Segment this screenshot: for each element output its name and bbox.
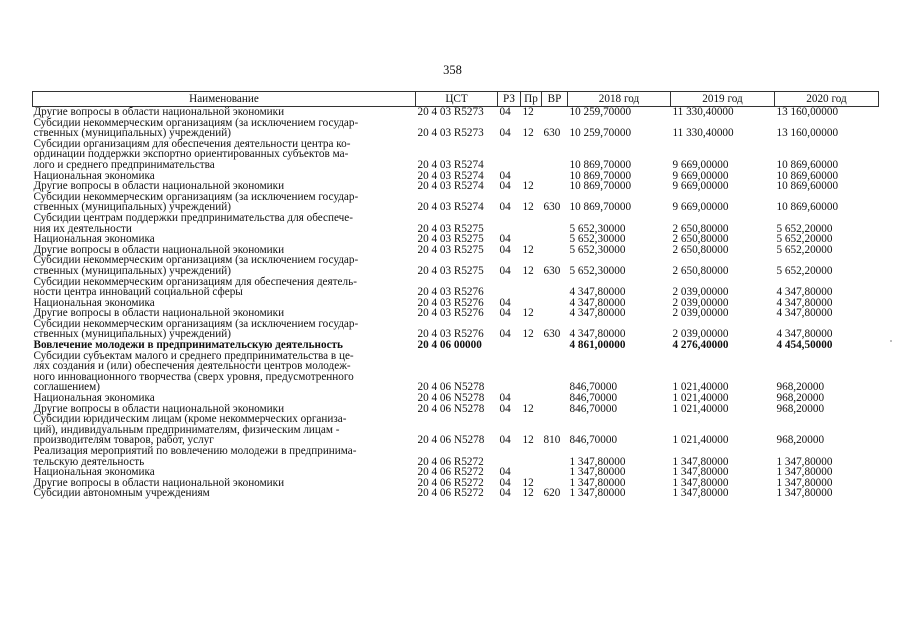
row-rz: 04 [499, 434, 511, 447]
row-name-line: Субсидии некоммерческим организациям (за исключением государ- [33, 116, 359, 129]
header-name: Наименование [33, 92, 416, 107]
row-cst: 20 4 03 R5275 [417, 233, 484, 246]
budget-table [32, 91, 879, 499]
row-vr: 630 [543, 264, 561, 277]
row-pr: 12 [522, 264, 534, 277]
row-pr: 12 [522, 402, 534, 415]
header-vr: ВР [542, 92, 568, 107]
row-vr: 630 [543, 201, 561, 214]
row-2019: 1 347,80000 [672, 466, 729, 479]
row-name-line: Национальная экономика [33, 233, 155, 246]
header-2019: 2019 год [671, 92, 775, 107]
table-row [33, 351, 879, 393]
row-rz: 04 [499, 466, 511, 479]
row-rz: 04 [499, 402, 511, 415]
row-name [33, 255, 416, 276]
row-2019: 11 330,40000 [672, 106, 734, 118]
row-2019: 2 650,80000 [672, 222, 729, 235]
row-pr [521, 139, 542, 171]
row-rz: 04 [499, 476, 511, 489]
row-name-line: Другие вопросы в области национальной экономики [33, 106, 285, 118]
row-2018: 10 869,70000 [569, 180, 632, 193]
row-2018: 10 869,70000 [569, 169, 632, 182]
row-rz: 04 [499, 127, 511, 140]
row-name [33, 213, 416, 234]
row-2018: 10 869,70000 [569, 201, 632, 214]
table-row [33, 446, 879, 467]
row-name [33, 277, 416, 298]
row-cst: 20 4 03 R5274 [417, 201, 484, 214]
row-vr [542, 446, 568, 467]
row-cst: 20 4 06 R5272 [417, 455, 484, 468]
stray-mark [890, 340, 892, 342]
row-name-line: Национальная экономика [33, 296, 155, 309]
row-name [33, 107, 416, 118]
row-2020: 1 347,80000 [776, 466, 833, 479]
table-row [33, 107, 879, 118]
row-name [33, 351, 416, 393]
row-2020: 10 869,60000 [776, 180, 839, 193]
table-row [33, 277, 879, 298]
row-name-line: ций), индивидуальным предпринимателям, физическим лицам - [33, 423, 340, 436]
row-2018: 4 347,80000 [569, 286, 626, 299]
row-2019: 2 650,80000 [672, 243, 729, 256]
row-name-line: ординации поддержки экспортно ориентированных субъектов ма- [33, 148, 349, 161]
row-name [33, 139, 416, 171]
row-name-line: Субсидии субъектам малого и среднего предпринимательства в це- [33, 349, 354, 362]
row-cst: 20 4 03 R5273 [417, 106, 484, 118]
row-vr [542, 351, 568, 393]
row-name-line: Субсидии некоммерческим организациям (за исключением государ- [33, 254, 359, 267]
row-2019: 4 276,40000 [672, 339, 729, 352]
row-2018: 5 652,30000 [569, 243, 626, 256]
row-name-line: Субсидии некоммерческим организациям для обеспечения деятель- [33, 275, 357, 288]
row-cst: 20 4 06 R5272 [417, 466, 484, 479]
row-name-line: лях создания и (или) обеспечения деятельности центров молодеж- [33, 360, 351, 373]
row-2018: 4 347,80000 [569, 296, 626, 309]
row-name [33, 319, 416, 340]
row-pr: 12 [522, 487, 534, 500]
row-2019: 9 669,00000 [672, 180, 729, 193]
row-2019: 9 669,00000 [672, 201, 729, 214]
row-2020: 4 454,50000 [776, 339, 833, 352]
row-cst: 20 4 03 R5275 [417, 264, 484, 277]
row-name-line: Другие вопросы в области национальной экономики [33, 180, 285, 193]
table-row [33, 139, 879, 171]
row-name-line: Другие вопросы в области национальной экономики [33, 402, 285, 415]
row-name-line: Национальная экономика [33, 392, 155, 405]
row-vr [542, 171, 568, 182]
row-2018: 4 861,00000 [569, 339, 626, 352]
row-2020: 968,20000 [776, 402, 825, 415]
row-2018: 4 347,80000 [569, 328, 626, 341]
row-rz: 04 [499, 106, 511, 118]
row-2018: 846,70000 [569, 381, 618, 394]
row-pr [521, 351, 542, 393]
row-2019: 1 021,40000 [672, 392, 729, 405]
row-2019: 1 021,40000 [672, 434, 729, 447]
row-name-line: Реализация мероприятий по вовлечению молодежи в предпринима- [33, 445, 357, 457]
row-2018: 1 347,80000 [569, 466, 626, 479]
row-2020: 968,20000 [776, 434, 825, 447]
row-2020: 4 347,80000 [776, 328, 833, 341]
table-row [33, 488, 879, 499]
row-name-line: Субсидии некоммерческим организациям (за исключением государ- [33, 190, 359, 203]
row-2019: 11 330,40000 [672, 127, 734, 140]
row-rz [498, 446, 521, 467]
row-cst: 20 4 03 R5275 [417, 243, 484, 256]
row-rz [498, 213, 521, 234]
row-vr: 630 [543, 328, 561, 341]
row-name-line: Другие вопросы в области национальной экономики [33, 243, 285, 256]
row-2018: 1 347,80000 [569, 476, 626, 489]
row-name-line: производителям товаров, работ, услуг [33, 434, 214, 447]
row-2020: 10 869,60000 [776, 201, 839, 214]
row-rz: 04 [499, 264, 511, 277]
row-cst: 20 4 03 R5276 [417, 296, 484, 309]
table-body [33, 107, 879, 499]
row-pr: 12 [522, 243, 534, 256]
row-pr [521, 213, 542, 234]
row-cst: 20 4 03 R5276 [417, 328, 484, 341]
row-name [33, 118, 416, 139]
row-rz: 04 [499, 169, 511, 182]
row-name-line: Национальная экономика [33, 169, 155, 182]
table-row [33, 255, 879, 276]
row-name-line: ственных (муниципальных) учреждений) [33, 201, 231, 214]
table-row [33, 213, 879, 234]
row-pr: 12 [522, 434, 534, 447]
row-rz: 04 [499, 296, 511, 309]
row-2020: 10 869,60000 [776, 169, 839, 182]
page-number: 358 [443, 63, 462, 77]
row-name-line: тельскую деятельность [33, 455, 145, 468]
row-name-line: Субсидии юридическим лицам (кроме некоммерческих организа- [33, 413, 347, 426]
row-2018: 10 869,70000 [569, 158, 632, 171]
row-2020: 13 160,00000 [776, 106, 839, 118]
header-pr: Пр [521, 92, 542, 107]
row-name-line: лого и среднего предпринимательства [33, 158, 215, 171]
table-row [33, 414, 879, 446]
row-pr: 12 [522, 476, 534, 489]
row-name-line: ственных (муниципальных) учреждений) [33, 328, 231, 341]
row-name [33, 488, 416, 499]
row-rz: 04 [499, 201, 511, 214]
row-name-line: Субсидии некоммерческим организациям (за исключением государ- [33, 317, 359, 330]
row-vr: 630 [543, 127, 561, 140]
row-vr [542, 298, 568, 309]
row-2019: 1 347,80000 [672, 476, 729, 489]
row-rz: 04 [499, 307, 511, 320]
row-2019: 2 039,00000 [672, 307, 729, 320]
header-2018: 2018 год [568, 92, 671, 107]
row-name [33, 446, 416, 467]
row-name-line: Другие вопросы в области национальной экономики [33, 307, 285, 320]
row-2020: 968,20000 [776, 381, 825, 394]
row-pr: 12 [522, 201, 534, 214]
row-cst: 20 4 06 N5278 [417, 434, 485, 447]
row-vr [542, 213, 568, 234]
row-pr: 12 [522, 180, 534, 193]
row-cst: 20 4 03 R5276 [417, 286, 484, 299]
row-name-line: ственных (муниципальных) учреждений) [33, 264, 231, 277]
row-2020: 10 869,60000 [776, 158, 839, 171]
row-name [33, 414, 416, 446]
row-pr: 12 [522, 106, 534, 118]
table-row [33, 319, 879, 340]
row-name-line: Субсидии организациям для обеспечения деятельности центра ко- [33, 137, 351, 150]
row-vr: 620 [543, 487, 561, 500]
row-rz: 04 [499, 233, 511, 246]
row-rz: 04 [499, 328, 511, 341]
row-pr [521, 446, 542, 467]
row-pr: 12 [522, 307, 534, 320]
row-vr [542, 467, 568, 478]
row-2020: 13 160,00000 [776, 127, 839, 140]
row-2020: 5 652,20000 [776, 264, 833, 277]
row-vr [542, 277, 568, 298]
header-rz: РЗ [498, 92, 521, 107]
row-name-line: ственных (муниципальных) учреждений) [33, 127, 231, 140]
row-pr: 12 [522, 328, 534, 341]
row-2018: 1 347,80000 [569, 487, 626, 500]
row-cst: 20 4 03 R5274 [417, 158, 484, 171]
row-2018: 4 347,80000 [569, 307, 626, 320]
row-rz: 04 [499, 243, 511, 256]
row-2019: 1 347,80000 [672, 455, 729, 468]
row-vr [542, 245, 568, 256]
row-vr [542, 393, 568, 404]
row-vr [542, 340, 568, 351]
row-2018: 846,70000 [569, 402, 618, 415]
row-cst: 20 4 06 N5278 [417, 392, 485, 405]
row-name-line: Субсидии центрам поддержки предпринимательства для обеспече- [33, 211, 353, 224]
row-2019: 9 669,00000 [672, 158, 729, 171]
row-cst: 20 4 06 R5272 [417, 476, 484, 489]
row-2018: 5 652,30000 [569, 264, 626, 277]
row-rz: 04 [499, 487, 511, 500]
row-pr: 12 [522, 127, 534, 140]
row-name-line: ности центра инноваций социальной сферы [33, 286, 243, 299]
row-2018: 846,70000 [569, 434, 618, 447]
row-2018: 10 259,70000 [569, 106, 632, 118]
row-2018: 1 347,80000 [569, 455, 626, 468]
row-vr [542, 308, 568, 319]
row-name-line: Другие вопросы в области национальной экономики [33, 476, 285, 489]
row-2020: 1 347,80000 [776, 455, 833, 468]
row-cst: 20 4 03 R5274 [417, 169, 484, 182]
row-2019: 1 021,40000 [672, 402, 729, 415]
table-row [33, 192, 879, 213]
row-2020: 4 347,80000 [776, 286, 833, 299]
header-cst: ЦСТ [416, 92, 498, 107]
row-2018: 846,70000 [569, 392, 618, 405]
row-2019: 1 347,80000 [672, 487, 729, 500]
table-row [33, 118, 879, 139]
row-vr [542, 404, 568, 415]
row-2019: 2 039,00000 [672, 296, 729, 309]
row-2018: 5 652,30000 [569, 222, 626, 235]
row-vr [542, 181, 568, 192]
row-rz [498, 351, 521, 393]
row-cst: 20 4 06 N5278 [417, 381, 485, 394]
row-vr [542, 139, 568, 171]
row-cst: 20 4 03 R5275 [417, 222, 484, 235]
row-name-line: ния их деятельности [33, 222, 132, 235]
row-2020: 4 347,80000 [776, 296, 833, 309]
row-cst: 20 4 03 R5273 [417, 127, 484, 140]
row-2019: 2 039,00000 [672, 286, 729, 299]
row-name-line: ного инновационного творчества (сверх уровня, предусмотренного [33, 370, 354, 383]
row-2020: 5 652,20000 [776, 233, 833, 246]
row-2020: 4 347,80000 [776, 307, 833, 320]
row-2020: 5 652,20000 [776, 243, 833, 256]
row-cst: 20 4 06 R5272 [417, 487, 484, 500]
row-cst: 20 4 03 R5274 [417, 180, 484, 193]
row-vr [542, 234, 568, 245]
row-rz [498, 340, 521, 351]
row-2019: 2 039,00000 [672, 328, 729, 341]
row-2019: 2 650,80000 [672, 264, 729, 277]
row-pr [521, 340, 542, 351]
row-pr [521, 277, 542, 298]
table-header-row [33, 92, 879, 107]
row-2018: 10 259,70000 [569, 127, 632, 140]
row-2019: 1 021,40000 [672, 381, 729, 394]
row-name-line: Субсидии автономным учреждениям [33, 487, 210, 500]
row-rz: 04 [499, 180, 511, 193]
row-2019: 9 669,00000 [672, 169, 729, 182]
row-name [33, 192, 416, 213]
row-rz [498, 277, 521, 298]
row-vr [542, 107, 568, 118]
row-name-line: Национальная экономика [33, 466, 155, 479]
row-name-line: Вовлечение молодежи в предпринимательскую деятельность [33, 339, 343, 352]
row-2020: 1 347,80000 [776, 476, 833, 489]
row-rz: 04 [499, 392, 511, 405]
row-cst: 20 4 03 R5276 [417, 307, 484, 320]
row-2020: 1 347,80000 [776, 487, 833, 500]
row-2020: 968,20000 [776, 392, 825, 405]
row-cst: 20 4 06 00000 [417, 339, 482, 352]
row-vr: 810 [543, 434, 561, 447]
row-2019: 2 650,80000 [672, 233, 729, 246]
header-2020: 2020 год [775, 92, 879, 107]
row-name-line: соглашением) [33, 381, 100, 394]
row-2020: 5 652,20000 [776, 222, 833, 235]
row-2018: 5 652,30000 [569, 233, 626, 246]
row-cst: 20 4 06 N5278 [417, 402, 485, 415]
row-rz [498, 139, 521, 171]
